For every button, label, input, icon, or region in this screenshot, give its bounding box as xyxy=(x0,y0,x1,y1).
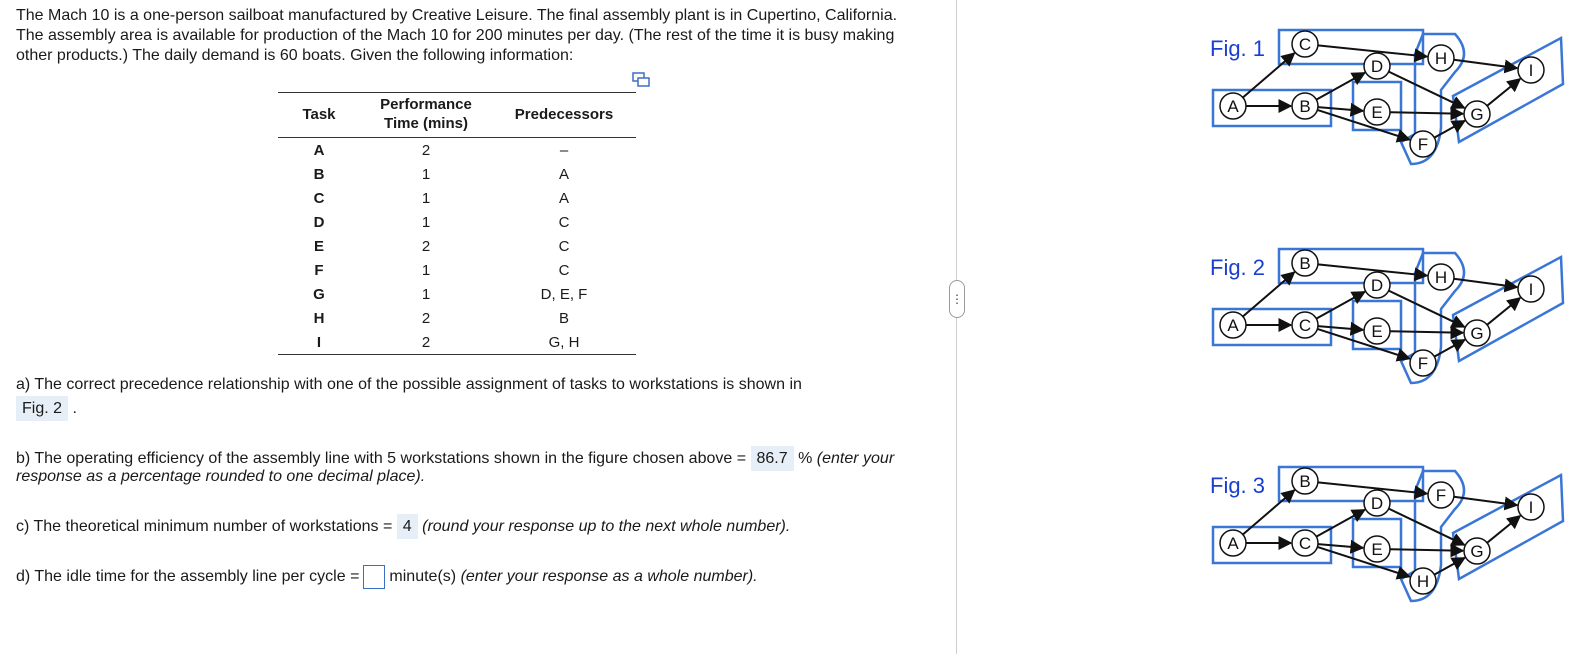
task-node-label: I xyxy=(1528,280,1534,299)
header-task: Task xyxy=(278,93,360,138)
table-row xyxy=(278,330,636,355)
time-cell: 2 xyxy=(421,141,431,159)
idle-time-input[interactable] xyxy=(363,565,385,589)
predecessor-cell: A xyxy=(558,165,569,183)
figure-label: Fig. 3 xyxy=(1210,473,1266,498)
idle-time-unit: minute(s) xyxy=(389,568,457,586)
precedence-arrow xyxy=(1487,298,1520,325)
efficiency-answer[interactable]: 86.7 xyxy=(751,446,794,471)
task-node-label: B xyxy=(1299,472,1311,491)
task-node-label: H xyxy=(1416,572,1430,591)
precedence-figure-2 xyxy=(1205,243,1567,443)
precedence-arrow xyxy=(1487,516,1520,543)
precedence-figure-1 xyxy=(1205,24,1567,224)
question-a xyxy=(16,376,936,418)
table-row xyxy=(278,306,636,330)
time-cell: 1 xyxy=(421,285,431,303)
question-b xyxy=(16,450,946,486)
task-cell: H xyxy=(313,309,325,327)
question-d xyxy=(16,565,758,589)
table-row xyxy=(278,162,636,186)
task-node-label: I xyxy=(1528,61,1534,80)
task-node-label: D xyxy=(1370,57,1384,76)
time-cell: 1 xyxy=(421,189,431,207)
table-row xyxy=(278,138,636,163)
time-cell: 1 xyxy=(421,261,431,279)
header-time: Performance Time (mins) xyxy=(360,93,492,138)
question-d-note: (enter your response as a whole number). xyxy=(460,568,758,586)
figure-label: Fig. 2 xyxy=(1210,255,1266,280)
precedence-arrow xyxy=(1434,340,1464,357)
task-node-label: I xyxy=(1528,498,1534,517)
question-c-text: c) The theoretical minimum number of workstations = xyxy=(16,518,393,535)
predecessor-cell: D, E, F xyxy=(540,285,588,303)
task-node-label: G xyxy=(1470,324,1484,343)
precedence-arrow xyxy=(1487,79,1520,106)
precedence-arrow xyxy=(1454,497,1517,505)
problem-intro: The Mach 10 is a one-person sailboat manufactured by Creative Leisure. The final assembly plant is in Cupertino, California. The assembly area is available for production of the Mach 10 for 200 minutes per day. (The rest of the time it is busy making other products.) The daily demand is 60 boats. Given the following information: xyxy=(16,7,898,64)
time-cell: 2 xyxy=(421,237,431,255)
task-node-label: A xyxy=(1227,97,1239,116)
task-cell: C xyxy=(313,189,325,207)
task-node-label: H xyxy=(1434,49,1448,68)
task-node-label: B xyxy=(1299,97,1311,116)
task-node-label: B xyxy=(1299,254,1311,273)
task-node-label: C xyxy=(1298,534,1312,553)
task-node-label: E xyxy=(1371,103,1383,122)
task-cell: B xyxy=(313,165,325,183)
predecessor-cell: – xyxy=(559,141,569,159)
task-node-label: F xyxy=(1417,354,1429,373)
header-predecessors: Predecessors xyxy=(492,93,636,138)
task-node-label: F xyxy=(1435,486,1447,505)
task-cell: D xyxy=(313,213,325,231)
task-node-label: G xyxy=(1470,542,1484,561)
workstation-outlines xyxy=(1213,249,1563,383)
task-table xyxy=(278,92,636,355)
predecessor-cell: A xyxy=(558,189,569,207)
time-cell: 1 xyxy=(421,213,431,231)
precedence-arrow xyxy=(1434,558,1464,575)
time-cell: 2 xyxy=(360,330,492,355)
task-node-label: E xyxy=(1371,322,1383,341)
question-a-period: . xyxy=(72,400,77,417)
predecessor-cell: C xyxy=(558,237,570,255)
efficiency-unit: % xyxy=(798,450,813,467)
panel-divider xyxy=(956,0,957,654)
question-d-text: d) The idle time for the assembly line per cycle = xyxy=(16,568,360,586)
task-cell: I xyxy=(278,330,360,355)
precedence-arrow xyxy=(1454,60,1517,68)
task-cell: A xyxy=(313,141,325,159)
question-b-note: (enter your response as a percentage rounded to one decimal place). xyxy=(16,450,895,485)
task-node-label: D xyxy=(1370,276,1384,295)
task-node-label: C xyxy=(1298,316,1312,335)
min-workstations-answer[interactable]: 4 xyxy=(397,514,418,539)
table-row xyxy=(278,234,636,258)
figure-label: Fig. 1 xyxy=(1210,36,1266,61)
time-cell: 1 xyxy=(421,165,431,183)
task-node-label: D xyxy=(1370,494,1384,513)
task-cell: E xyxy=(313,237,324,255)
task-node-label: H xyxy=(1434,268,1448,287)
question-c xyxy=(16,518,790,536)
question-b-text: b) The operating efficiency of the assembly line with 5 workstations shown in the figure chosen above = xyxy=(16,450,747,467)
task-cell: G xyxy=(313,285,325,303)
precedence-arrow xyxy=(1316,292,1364,319)
question-a-text: a) The correct precedence relationship with one of the possible assignment of tasks to workstations is shown in xyxy=(16,376,802,393)
table-header-row xyxy=(278,93,636,138)
precedence-arrow xyxy=(1316,510,1364,537)
table-row xyxy=(278,258,636,282)
table-row xyxy=(278,282,636,306)
table-row xyxy=(278,186,636,210)
task-node-label: G xyxy=(1470,105,1484,124)
figure-select-answer[interactable]: Fig. 2 xyxy=(16,396,68,421)
copy-icon[interactable] xyxy=(632,72,650,88)
drag-handle-icon[interactable]: ⋮ xyxy=(949,280,965,318)
question-c-note: (round your response up to the next whole number). xyxy=(422,518,791,535)
predecessor-cell: C xyxy=(558,261,570,279)
time-cell: 2 xyxy=(421,309,431,327)
predecessor-cell: G, H xyxy=(492,330,636,355)
precedence-arrow xyxy=(1318,107,1363,111)
workstation-outlines xyxy=(1213,30,1563,164)
question-panel xyxy=(16,6,946,66)
predecessor-cell: B xyxy=(558,309,569,327)
precedence-arrow xyxy=(1318,544,1363,548)
task-node-label: A xyxy=(1227,316,1239,335)
task-cell: F xyxy=(314,261,324,279)
precedence-arrow xyxy=(1318,326,1363,330)
precedence-arrow xyxy=(1316,73,1364,100)
task-node-label: F xyxy=(1417,135,1429,154)
precedence-figure-3 xyxy=(1205,461,1567,661)
workstation-outlines xyxy=(1213,467,1563,601)
precedence-arrow xyxy=(1454,279,1517,287)
task-node-label: C xyxy=(1298,35,1312,54)
task-node-label: E xyxy=(1371,540,1383,559)
precedence-arrow xyxy=(1434,121,1464,138)
table-row xyxy=(278,210,636,234)
task-node-label: A xyxy=(1227,534,1239,553)
predecessor-cell: C xyxy=(558,213,570,231)
